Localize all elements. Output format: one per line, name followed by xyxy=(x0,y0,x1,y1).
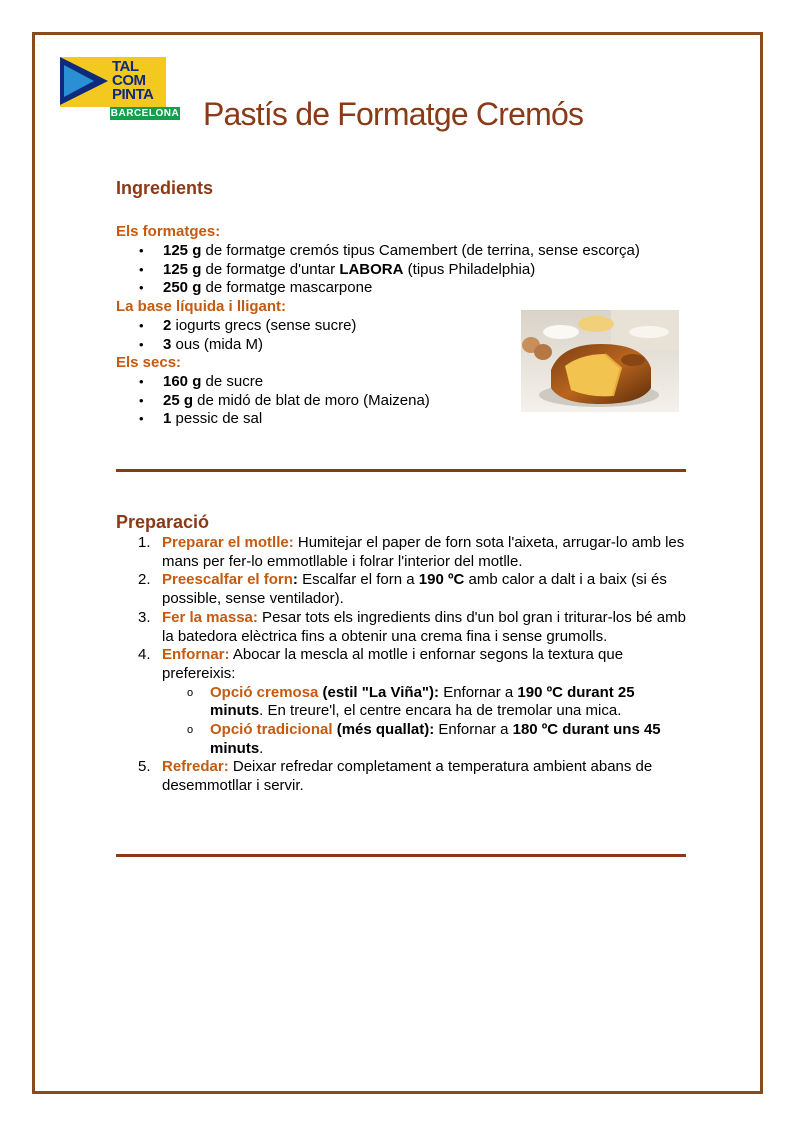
step-item: 3. Fer la massa: Pesar tots els ingredients dins d'un bol gran i triturar-los bé amb la batedora elèctrica fins a obtenir una crema fina i sense grumolls. xyxy=(138,608,686,645)
list-item: • 250 g de formatge mascarpone xyxy=(116,279,640,298)
cheesecake-photo xyxy=(521,310,679,412)
section-divider xyxy=(116,469,686,472)
preparation-steps xyxy=(116,534,686,796)
baking-options xyxy=(162,684,686,759)
dry-list xyxy=(116,373,430,429)
list-item: • 25 g de midó de blat de moro (Maizena) xyxy=(116,392,430,411)
liquid-base-list xyxy=(116,317,356,354)
list-item: • 125 g de formatge d'untar LABORA (tipus Philadelphia) xyxy=(116,261,640,280)
cheeses-list xyxy=(116,242,640,298)
step-item: 4. Enfornar: Abocar la mescla al motlle i enfornar segons la textura que prefereixis: o Opció cremosa (estil "La Viña"): Enfornar a 190 ºC durant 25 minuts. En treure'l, el centre encara ha de tremolar una mica. o Opció tradicional (més quallat): Enfornar a 180 ºC durant uns 45 minuts. xyxy=(116,646,686,758)
list-item: • 160 g de sucre xyxy=(116,373,430,392)
ingredients-heading: Ingredients xyxy=(116,178,214,198)
list-item: • 3 ous (mida M) xyxy=(116,336,356,355)
step-item: 5. Refredar: Deixar refredar completament a temperatura ambient abans de desemmotllar i servir. xyxy=(138,758,653,795)
logo-wordmark: TAL COM PINTA xyxy=(110,57,166,107)
section-divider xyxy=(116,854,686,857)
step-item: 1. Preparar el motlle: Humitejar el paper de forn sota l'aixeta, arrugar-lo amb les mans per fer-lo emmotllable i folrar l'interior del motlle. xyxy=(138,534,685,570)
option-item: o Opció tradicional (més quallat): Enfornar a 180 ºC durant uns 45 minuts. xyxy=(187,721,661,757)
list-item: • 125 g de formatge cremós tipus Camembert (de terrina, sense escorça) xyxy=(116,242,640,261)
option-item: o Opció cremosa (estil "La Viña"): Enfornar a 190 ºC durant 25 minuts. En treure'l, el centre encara ha de tremolar una mica. xyxy=(187,683,635,720)
list-item: • 2 iogurts grecs (sense sucre) xyxy=(116,317,356,336)
tal-com-pinta-logo xyxy=(60,57,182,121)
logo-triangle-icon xyxy=(60,57,110,107)
page-title: Pastís de Formatge Cremós xyxy=(203,96,584,132)
preparation-heading: Preparació xyxy=(116,512,210,532)
group-title-dry: Els secs: xyxy=(116,354,182,371)
step-item: 2. Preescalfar el forn: Escalfar el forn a 190 ºC amb calor a dalt i a baix (si és possible, sense ventilador). xyxy=(138,571,667,608)
list-item: • 1 pessic de sal xyxy=(116,410,430,429)
group-title-cheeses: Els formatges: xyxy=(116,223,221,240)
logo-city-band: BARCELONA xyxy=(110,108,180,119)
group-title-liquid-base: La base líquida i lligant: xyxy=(116,298,287,315)
